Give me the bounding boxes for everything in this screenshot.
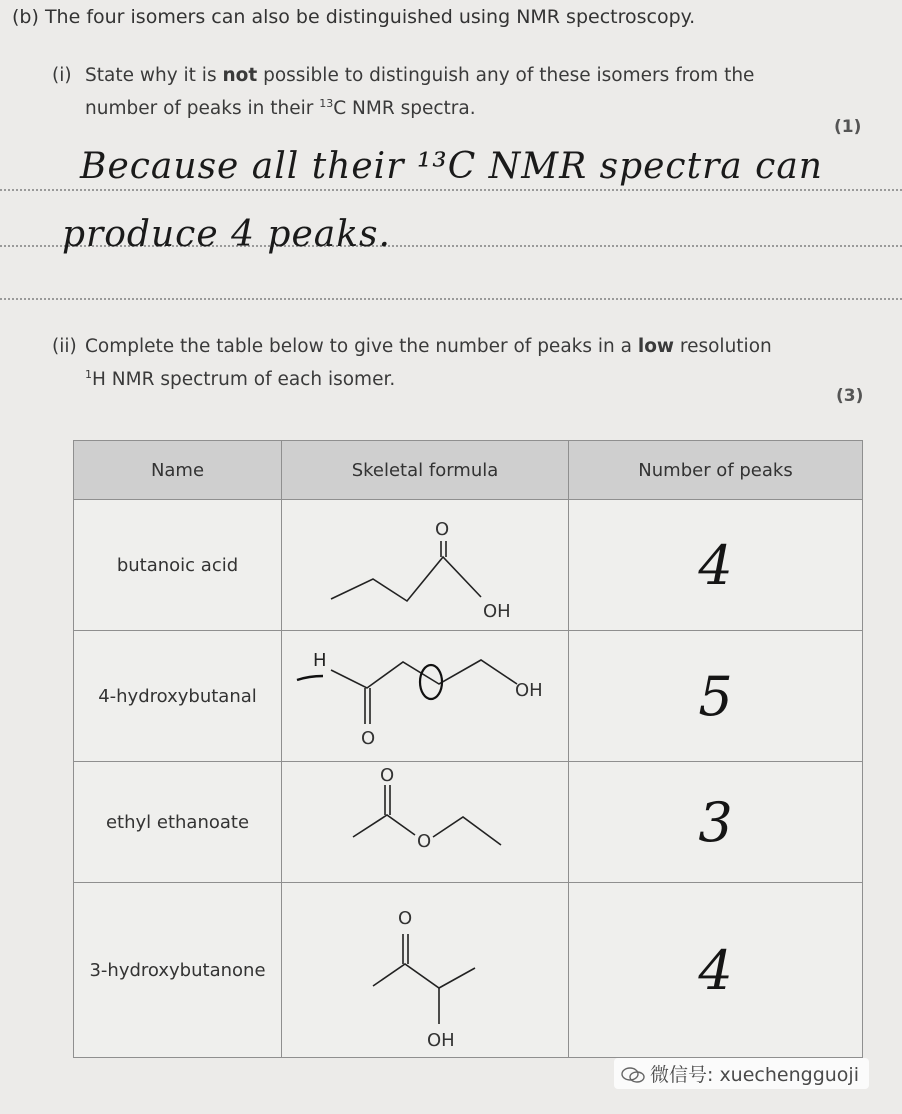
atom-label-oh: OH	[483, 601, 511, 622]
atom-label-oh: OH	[515, 680, 543, 701]
wechat-icon	[620, 1066, 646, 1084]
isomer-name: butanoic acid	[74, 500, 282, 631]
answer-line-1	[0, 189, 902, 191]
skeletal-formula-3-hydroxybutanone	[282, 883, 569, 1058]
table-row	[74, 631, 863, 762]
atom-label-o: O	[361, 728, 376, 749]
part-i-text-a: State why it is	[85, 65, 223, 86]
peaks-answer: 5	[569, 631, 863, 762]
skeletal-structure-3-hydroxybutanone	[283, 884, 568, 1056]
header-number-of-peaks: Number of peaks	[569, 441, 863, 500]
skeletal-formula-ethyl-ethanoate	[282, 762, 569, 883]
part-ii-text-c: H NMR spectrum of each isomer.	[92, 369, 396, 391]
peaks-answer: 3	[569, 762, 863, 883]
part-i-text-d: C NMR spectra.	[333, 98, 476, 120]
header-skeletal-formula: Skeletal formula	[282, 441, 569, 500]
answer-line-3	[0, 298, 902, 300]
isomer-name: 4-hydroxybutanal	[74, 631, 282, 762]
part-ii-prompt	[52, 333, 832, 394]
wechat-watermark	[614, 1058, 869, 1089]
part-i-prompt	[52, 62, 812, 123]
table-row	[74, 762, 863, 883]
question-text: The four isomers can also be distinguished using NMR spectroscopy.	[44, 6, 696, 28]
skeletal-formula-butanoic-acid	[282, 500, 569, 631]
peaks-answer: 4	[569, 500, 863, 631]
skeletal-structure-butanoic-acid	[283, 501, 568, 629]
table-row	[74, 883, 863, 1058]
isomer-name: ethyl ethanoate	[74, 762, 282, 883]
part-ii-marks: (3)	[836, 386, 864, 406]
skeletal-formula-4-hydroxybutanal	[282, 631, 569, 762]
table-header-row	[74, 441, 863, 500]
part-ii-bold: low	[637, 336, 675, 357]
atom-label-o-carbonyl: O	[380, 765, 395, 786]
question-label: (b)	[12, 6, 39, 28]
atom-label-oh: OH	[427, 1030, 455, 1051]
part-ii-label: (ii)	[52, 336, 77, 357]
part-i-marks: (1)	[834, 117, 862, 137]
atom-label-h: H	[313, 650, 327, 671]
part-i-sup: 13	[319, 97, 334, 110]
handwritten-answer-line-2: produce 4 peaks.	[62, 214, 391, 255]
isomer-table	[73, 440, 863, 1058]
watermark-text: 微信号: xuechengguoji	[650, 1064, 859, 1086]
skeletal-structure-4-hydroxybutanal	[283, 632, 568, 760]
part-ii-text-b: resolution	[674, 336, 772, 357]
atom-label-o: O	[398, 908, 413, 929]
part-ii-sup: 1	[85, 368, 92, 381]
skeletal-structure-ethyl-ethanoate	[283, 763, 568, 881]
peaks-answer: 4	[569, 883, 863, 1058]
handwritten-answer-line-1: Because all their ¹³C NMR spectra can	[80, 146, 823, 187]
isomer-name: 3-hydroxybutanone	[74, 883, 282, 1058]
part-i-label: (i)	[52, 65, 72, 86]
part-ii-text-a: Complete the table below to give the number of peaks in a	[85, 336, 638, 357]
header-name: Name	[74, 441, 282, 500]
table-row	[74, 500, 863, 631]
question-heading	[12, 6, 695, 28]
part-i-text-b: possible to distinguish any of these isomers from the	[257, 65, 755, 86]
atom-label-o: O	[435, 519, 450, 540]
part-i-text-c: number of peaks in their	[85, 98, 320, 120]
atom-label-o-ester: O	[417, 831, 432, 852]
part-i-bold: not	[222, 65, 258, 86]
